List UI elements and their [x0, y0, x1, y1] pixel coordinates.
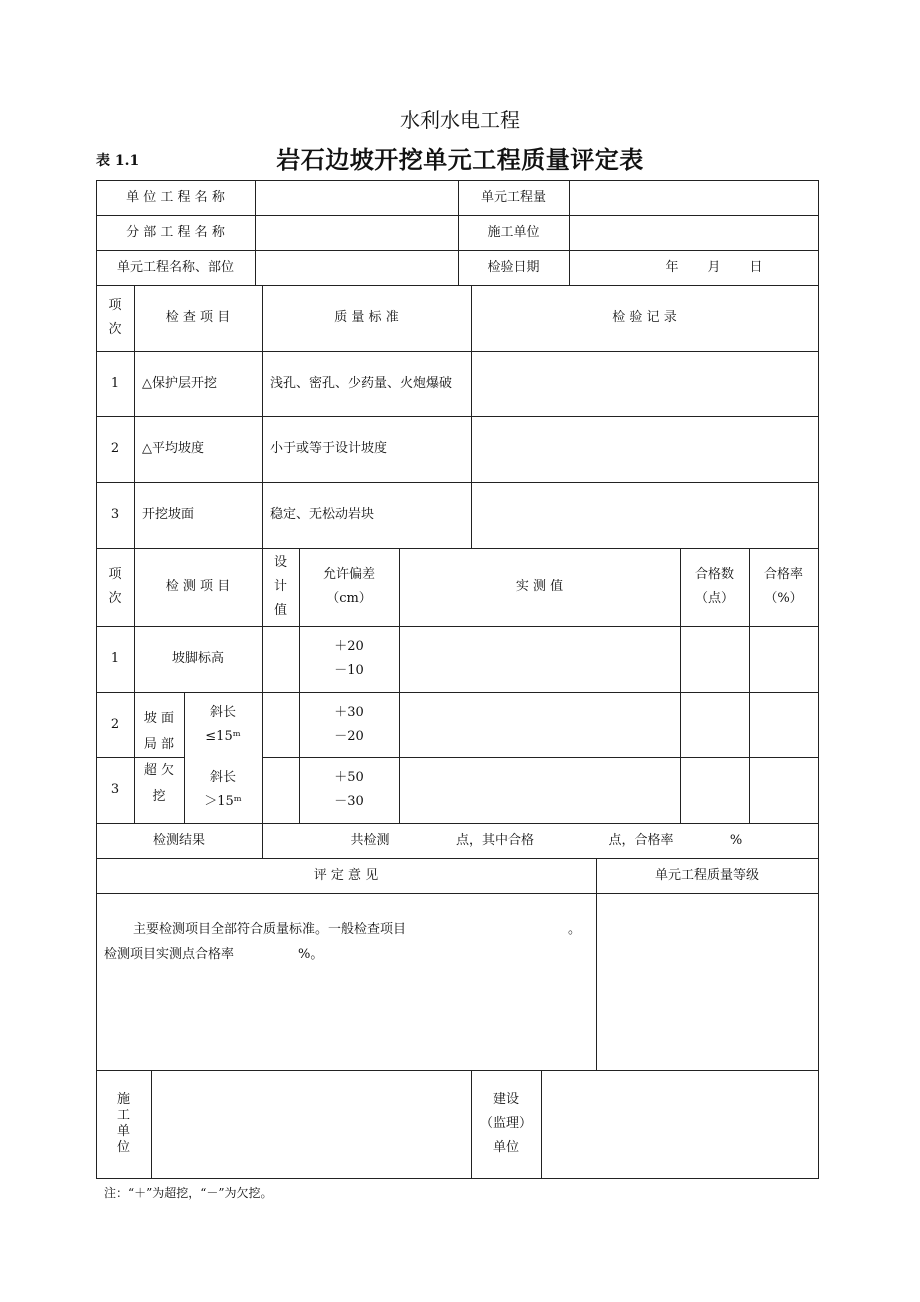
- measure-pass-rate-header: 合格率 （%）: [763, 567, 803, 606]
- measure-row-1-no: 1: [110, 651, 120, 666]
- opinion-text-line1: 主要检测项目全部符合质量标准。一般检查项目: [133, 922, 407, 937]
- element-name-location-label: 单元工程名称、部位: [116, 259, 234, 275]
- inspection-day-label: 日: [749, 259, 763, 275]
- measure-row-3-pass-count[interactable]: [680, 757, 749, 823]
- measure-row-3-pass-rate[interactable]: [749, 757, 818, 823]
- check-item-header: 检 查 项 目: [165, 310, 231, 325]
- check-no-header: 项 次: [108, 298, 122, 337]
- measure-result-total: 共检测: [350, 832, 390, 848]
- measure-row-2-values[interactable]: [399, 692, 680, 757]
- opinion-text-line2: 检测项目实测点合格率: [104, 947, 235, 962]
- unit-project-name-field[interactable]: [255, 180, 458, 215]
- check-record-header: 检 验 记 录: [612, 310, 677, 325]
- construction-unit-label: 施工单位: [487, 224, 540, 240]
- opinion-text-line2-percent: %。: [298, 947, 324, 962]
- measure-no-header: 项 次: [108, 567, 122, 606]
- measure-design-header: 设 计 值: [273, 555, 287, 618]
- measure-row-3-values[interactable]: [399, 757, 680, 823]
- check-row-1-item: △保护层开挖: [142, 375, 217, 391]
- footnote: 注：“＋”为超挖，“－”为欠挖。: [104, 1186, 273, 1200]
- owner-supervisor-sign-field[interactable]: [541, 1070, 818, 1178]
- inspection-year-label: 年: [665, 259, 679, 275]
- org-header: 水利水电工程: [400, 108, 520, 132]
- check-standard-header: 质 量 标 准: [334, 310, 399, 325]
- element-name-location-field[interactable]: [255, 250, 458, 285]
- measure-row-3-subitem: 斜长 ＞15ᵐ: [204, 770, 242, 809]
- measure-result-label: 检测结果: [152, 832, 205, 848]
- sub-project-name-field[interactable]: [255, 215, 458, 250]
- table-number: 表 1.1: [96, 153, 140, 169]
- opinion-text-line1-end: 。: [568, 922, 582, 937]
- check-row-1-record[interactable]: [471, 351, 818, 416]
- unit-quantity-label: 单元工程量: [480, 189, 546, 205]
- measure-row-1-pass-count[interactable]: [680, 626, 749, 692]
- measure-row-2-design[interactable]: [262, 692, 299, 757]
- check-row-3-item: 开挖坡面: [142, 507, 195, 522]
- measure-row-1-pass-rate[interactable]: [749, 626, 818, 692]
- inspection-date-label: 检验日期: [487, 259, 540, 275]
- measure-row-3-tolerance: ＋50 －30: [334, 770, 364, 809]
- slope-local-over-under-label: 坡 面 局 部 超 欠 挖: [143, 710, 175, 804]
- measure-row-2-pass-count[interactable]: [680, 692, 749, 757]
- measure-row-1-item: 坡脚标高: [171, 651, 224, 666]
- measure-row-2-subitem: 斜长 ≤15ᵐ: [205, 704, 241, 744]
- page-title: 岩石边坡开挖单元工程质量评定表: [276, 145, 644, 174]
- inspection-month-label: 月: [707, 259, 721, 275]
- check-row-2-item: △平均坡度: [142, 441, 204, 456]
- construction-unit-sign-field[interactable]: [151, 1070, 471, 1178]
- measure-row-3-no: 3: [110, 782, 120, 797]
- measure-result-passed: 点，其中合格: [455, 832, 534, 848]
- owner-supervisor-sign-label: 建设 （监理） 单位: [479, 1092, 532, 1155]
- check-row-2-record[interactable]: [471, 416, 818, 482]
- quality-grade-header: 单元工程质量等级: [654, 867, 759, 883]
- opinion-header: 评 定 意 见: [313, 867, 379, 883]
- measure-item-header: 检 测 项 目: [165, 579, 231, 594]
- measure-row-1-tolerance: ＋20 －10: [334, 639, 364, 678]
- construction-unit-field[interactable]: [569, 215, 818, 250]
- check-row-1-no: 1: [110, 375, 120, 391]
- measure-row-1-values[interactable]: [399, 626, 680, 692]
- measure-tolerance-header: 允许偏差 （cm）: [322, 567, 375, 606]
- check-row-3-record[interactable]: [471, 482, 818, 548]
- measure-row-2-pass-rate[interactable]: [749, 692, 818, 757]
- measure-values-header: 实 测 值: [515, 579, 564, 594]
- measure-row-2-tolerance: ＋30 －20: [334, 704, 364, 744]
- unit-project-name-label: 单 位 工 程 名 称: [126, 189, 225, 205]
- unit-quantity-field[interactable]: [569, 180, 818, 215]
- check-row-2-standard: 小于或等于设计坡度: [270, 441, 388, 456]
- check-row-3-no: 3: [110, 507, 120, 522]
- quality-grade-field[interactable]: [596, 893, 818, 1070]
- measure-row-3-design[interactable]: [262, 757, 299, 823]
- measure-row-2-no: 2: [110, 716, 120, 732]
- measure-pass-count-header: 合格数 （点）: [694, 567, 734, 606]
- measure-result-percent: %: [729, 832, 743, 848]
- sub-project-name-label: 分 部 工 程 名 称: [126, 224, 225, 240]
- measure-result-rate: 点，合格率: [608, 832, 674, 848]
- check-row-1-standard: 浅孔、密孔、少药量、火炮爆破: [270, 375, 453, 391]
- construction-unit-sign-label: 施 工 单 位: [116, 1092, 130, 1155]
- check-row-2-no: 2: [110, 441, 120, 456]
- measure-row-1-design[interactable]: [262, 626, 299, 692]
- check-row-3-standard: 稳定、无松动岩块: [270, 507, 375, 522]
